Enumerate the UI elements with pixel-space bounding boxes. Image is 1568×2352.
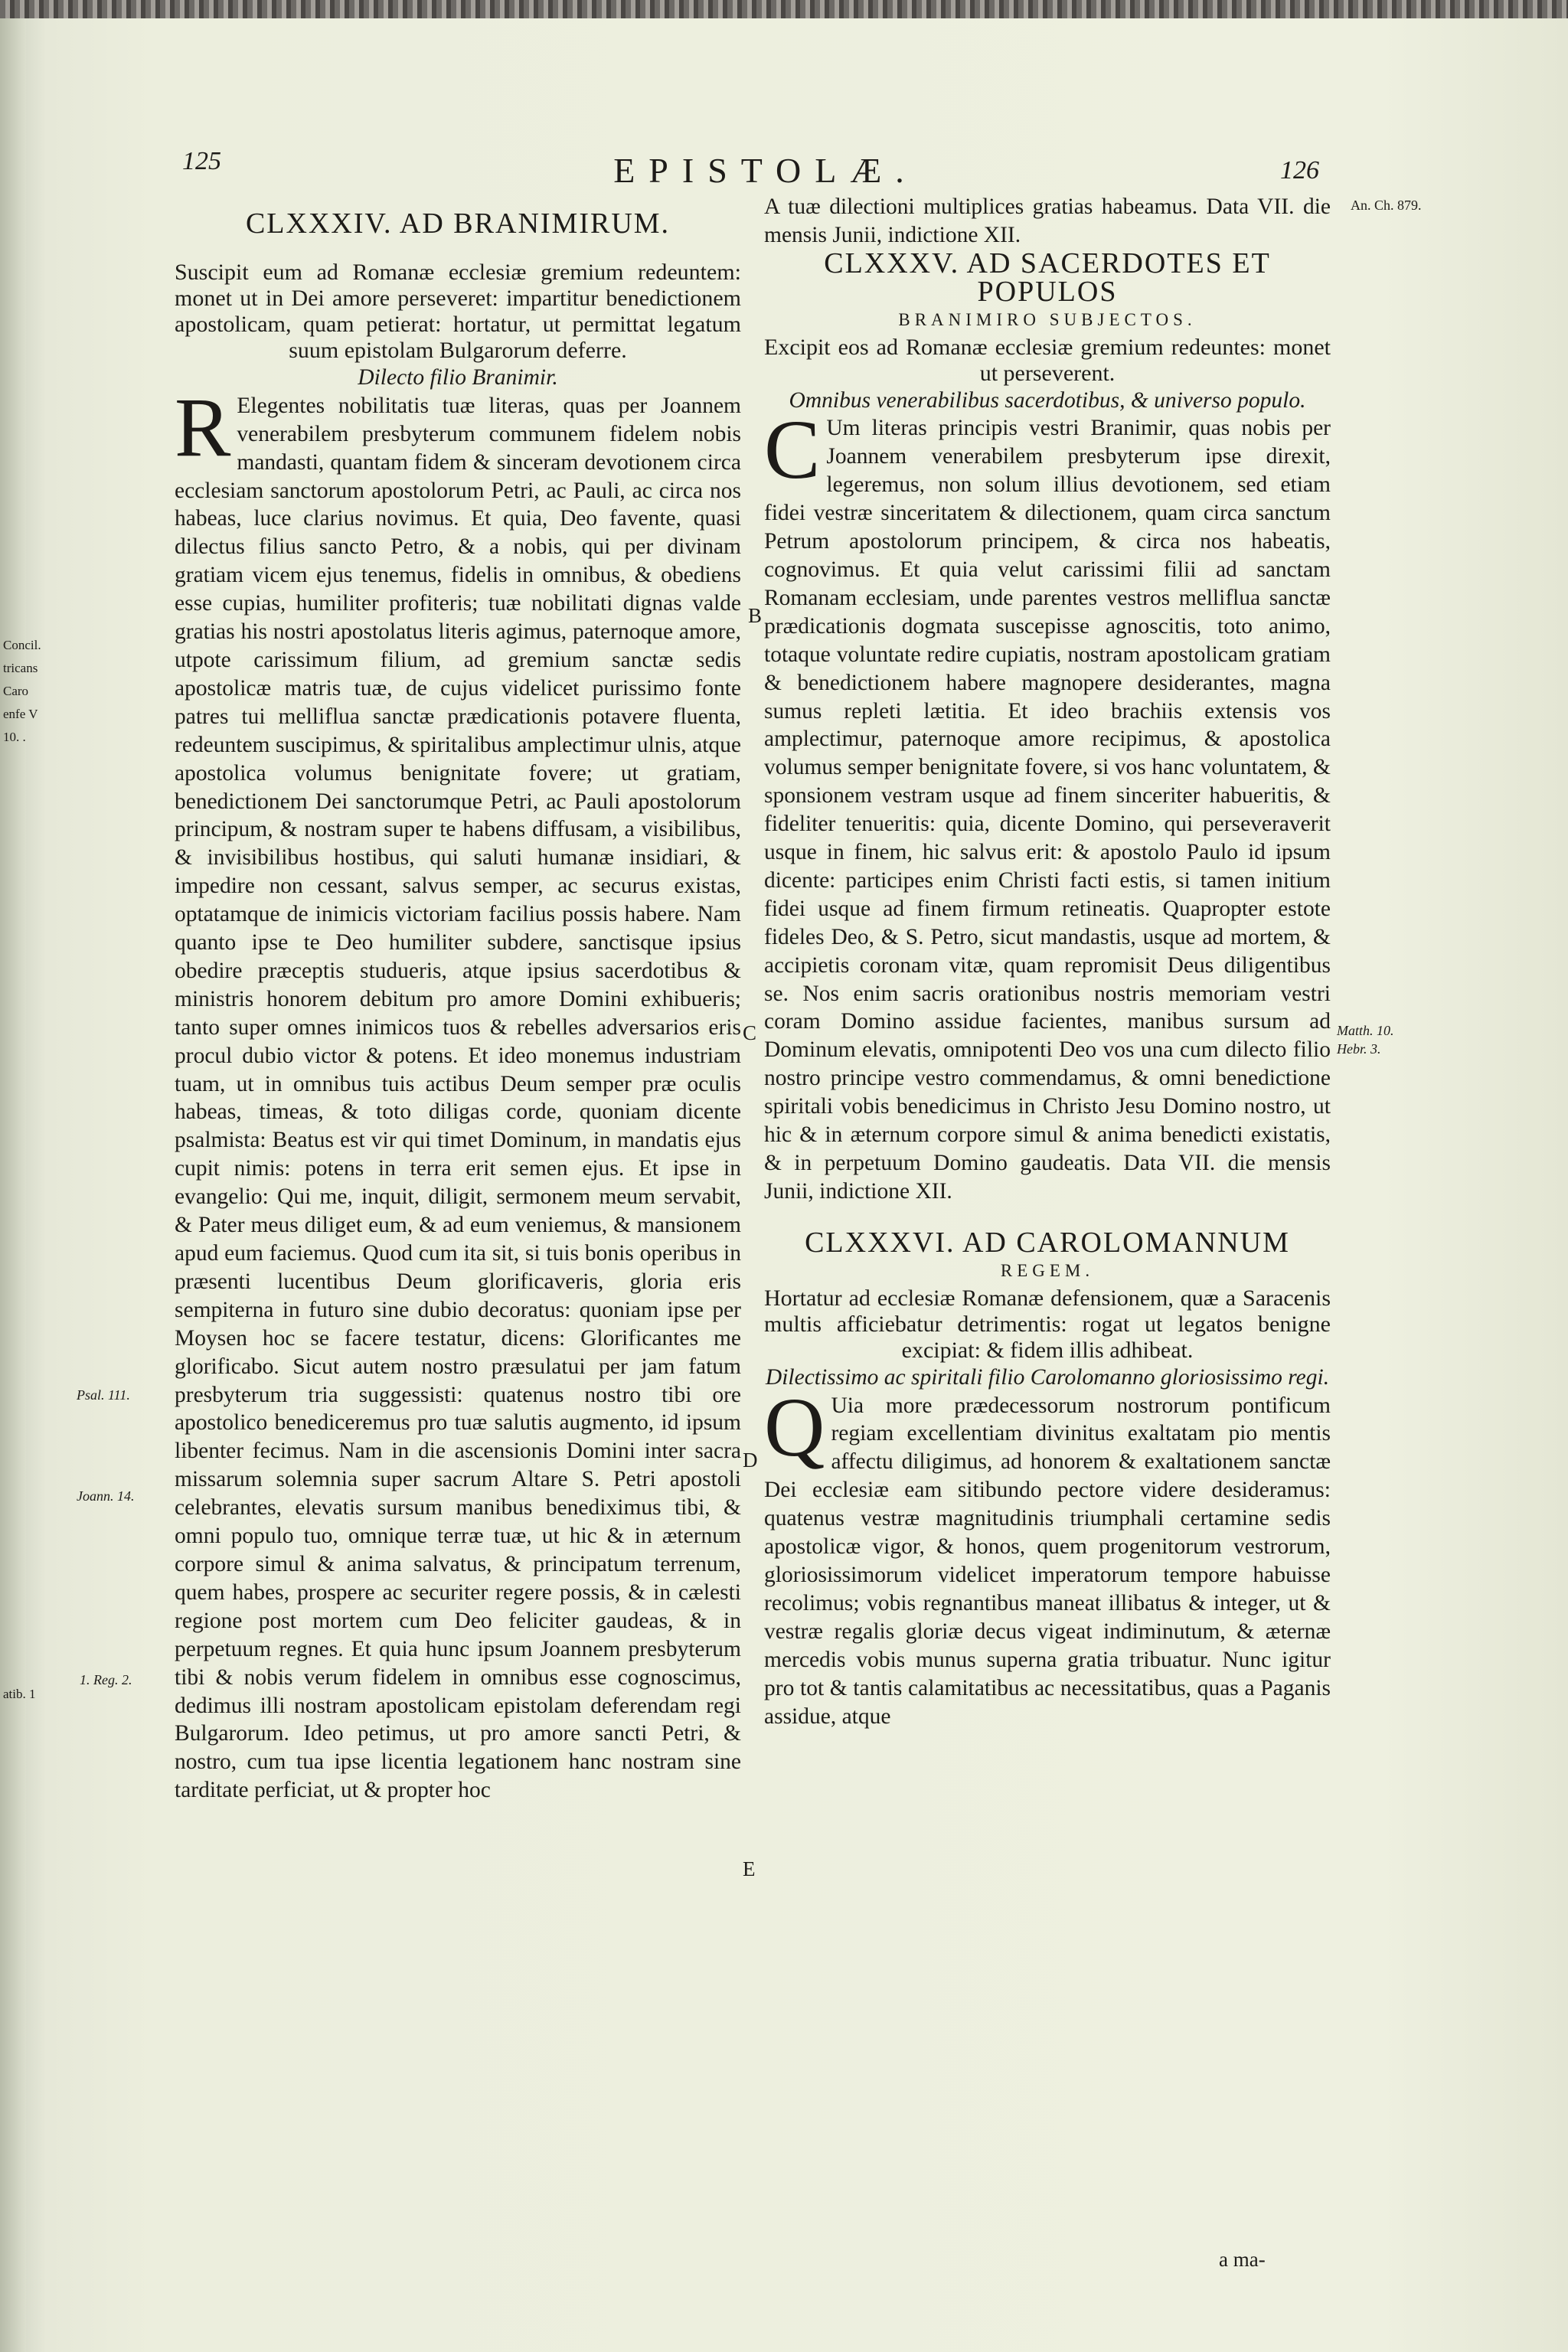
letter-185-salutation: Omnibus venerabilibus sacerdotibus, & universo populo. <box>789 387 1306 413</box>
letter-184-text: Elegentes nobilitatis tuæ literas, quas per Joannem venerabilem presbyterum communem fidelem nobis mandasti, quantam fidem & sinceram devotionem circa ecclesiam sanctorum apostolorum Petri, ac Pauli, ac circa nos habeas, luce clarius novimus. Et quia, Deo favente, quasi dilectus filius sancto Petro, & a nobis, qui per divinam gratiam vicem ejus tenemus, fidelis in omnibus, & obediens esse cupias, humiliter profiteris; tuæ nobilitati dignas valde gratias his nostri apostolatus literis agimus, paternoque amore, utpote carissimum filium, ad gremium sanctæ sedis apostolicæ matris tuæ, de cujus videlicet purissimo fonte patres tui melliflua sanctæ prædicationis potavere fluenta, redeuntem suscipimus, & spiritalibus amplectimur ulnis, atque apostolica volumus benignitate fovere; ut gratiam, benedictionem Dei sanctorumque Petri, ac Pauli apostolorum principum, & nostram super te habens diffusam, a visibilibus, & invisibilibus hostibus, qui saluti humanæ insidiari, & impedire non cessant, salvus semper, ac securus existas, optatamque de inimicis victoriam facilius possis habere. Nam quanto ipse te Deo humiliter subdere, sanctisque ipsius obedire præceptis studueris, atque ipsius sacerdotibus & ministris honorem debitum pro amore Domini exhibueris; tanto super omnes inimicos tuos & rebelles adversarios eris procul dubio victor & potens. Et ideo monemus industriam tuam, ut in omnibus tuis actibus Deum semper præ oculis habeas, timeas, & toto diligas corde, quoniam dicente psalmista: Beatus est vir qui timet Dominum, in mandatis ejus cupit nimis: potens in terra erit semen ejus. Et ipse in evangelio: Qui me, inquit, diligit, sermonem meum servabit, & Pater meus diliget eum, & ad eum veniemus, & mansionem apud eum faciemus. Quod cum ita sit, si tuis bonis operibus in præsenti lucentibus Deum glorificaveris, gloria eris sempiterna in futuro sine dubio decoratus: quoniam ipse per Moysen hoc se facere testatur, dicens: Glorificantes me glorificabo. Sicut autem nostro præsulatui per jam fatum presbyterum tria suggessisti: quatenus nostro tibi ore apostolico benediceremus pro tuæ salutis augmento, id ipsum libenter fecimus. Nam in die ascensionis Domini inter sacra missarum solemnia super sacrum Altare S. Petri apostoli celebrantes, elevatis sursum manibus benediximus tibi, & omni populo tuo, omnique terræ tuæ, ut hic & in æternum corpore simul & anima salvatus, & principatum terrenum, quem habes, prospere ac securiter regere possis, & in cælesti regione post mortem cum Deo feliciter gaudeas, & in perpetuum regnes. Et quia hunc ipsum Joannem presbyterum tibi & nobis verum fidelem in omnibus esse cognoscimus, dedimus illi nostram apostolicam epistolam deferendam regi Bulgarorum. Ideo petimus, ut pro amore sancti Petri, & nostro, cum tua ipse licentia legationem hanc nostram sine tarditate perficiat, ut & propter hoc <box>175 393 741 1803</box>
letter-184-title: CLXXXIV. AD BRANIMIRUM. <box>245 207 671 240</box>
margin-ref-hebr: Hebr. 3. <box>1337 1041 1381 1057</box>
margin-ref-joann: Joann. 14. <box>77 1488 135 1504</box>
margin-ref-year: An. Ch. 879. <box>1351 198 1422 213</box>
letter-184-salutation: Dilecto filio Branimir. <box>358 364 558 390</box>
running-head: EPISTOLÆ. <box>613 151 918 190</box>
letter-185-dropcap: C <box>764 403 821 497</box>
margin-ref-psal: Psal. 111. <box>77 1387 130 1403</box>
letter-185-body <box>764 403 1331 1205</box>
page-header <box>0 18 1568 202</box>
page-number-right: 126 <box>1280 156 1319 185</box>
letter-186-summary: Hortatur ad ecclesiæ Romanæ defensionem, quæ a Saracenis multis afficiebatur detrimentis: rogat ut legatos benigne excipiat: & fidem illis adhibeat. <box>764 1285 1331 1363</box>
gutter-fragment: atib. 1 <box>3 1687 36 1701</box>
letter-186-salutation: Dilectissimo ac spiritali filio Carolomanno gloriosissimo regi. <box>765 1364 1330 1390</box>
gutter-fragment: enfe V <box>3 707 38 721</box>
margin-ref-reg: 1. Reg. 2. <box>80 1672 132 1687</box>
page-number-left: 125 <box>182 147 221 175</box>
letter-185-text: Um literas principis vestri Branimir, quas nobis per Joannem venerabilem presbyterum ipse direxit, legeremus, non solum illius devotionem, sed etiam fidei vestræ sinceritatem & dilectionem, quam circa sanctum Petrum apostolorum principem, & circa nos habeatis, cognovimus. Et quia velut carissimi filii ad sanctam Romanam ecclesiam, unde parentes vestros melliflua sanctæ prædicationis dogmata suscepisse agnoscitis, toto animo, totaque voluntate redire cupiatis, nostram apostolicam gratiam & benedictionem habere magnopere desiderantes, magna sumus repleti lætitia. Et ideo brachiis extensis vos amplectimur, paternoque amore recipimus, & apostolica volumus semper benignitate fovere, si vos hanc voluntatem, & sponsionem vestram usque ad finem sinceriter habueritis, & fideliter tenueritis: quia, dicente Domino, qui perseveraverit usque in finem, hic salvus erit: & apostolo Paulo id ipsum dicente: participes enim Christi facti estis, si tamen initium fidei usque ad finem firmum retineatis. Quapropter estote fideles Deo, & S. Petro, sicut mandastis, usque ad mortem, & accipietis coronam vitæ, quam repromisit Deus diligentibus se. Nos enim sacris orationibus nostris memoriam vestri coram Domino assidue facientes, manibus sursum ad Dominum elevatis, omnipotenti Deo vos una cum dilecto filio nostro principe vestro commendamus, & omni benedictione spiritali vobis benedicimus in Christo Jesu Domino nostro, ut hic & in æternum corpore simul & anima benedicti existatis, & in perpetuum Domino gaudeatis. Data VII. die mensis Junii, indictione XII. <box>764 416 1331 1204</box>
gutter-fragment: Caro <box>3 684 29 698</box>
section-mark-c: C <box>743 1021 757 1044</box>
gutter-notes <box>3 18 46 2352</box>
book-page <box>0 18 1568 2352</box>
letter-184-continuation: A tuæ dilectioni multiplices gratias habeamus. Data VII. die mensis Junii, indictione XII. <box>764 194 1331 247</box>
gutter-fragment: 10. . <box>3 730 26 744</box>
letter-186-body <box>764 1380 1331 1731</box>
letter-186-subtitle: REGEM. <box>1000 1260 1095 1280</box>
letter-185-summary: Excipit eos ad Romanæ ecclesiæ gremium redeuntes: monet ut perseverent. <box>764 334 1331 386</box>
letter-185-subtitle: BRANIMIRO SUBJECTOS. <box>898 309 1197 329</box>
book-edge <box>0 0 1568 18</box>
letter-184-body <box>175 380 741 1805</box>
catchword: a ma- <box>1219 2248 1266 2271</box>
right-column <box>764 193 1331 1730</box>
section-mark-e: E <box>743 1857 756 1880</box>
section-mark-d: D <box>743 1449 758 1472</box>
gutter-fragment: Concil. <box>3 638 41 652</box>
letter-184-dropcap: R <box>175 380 231 474</box>
letter-185-title: CLXXXV. AD SACERDOTES ET POPULOS <box>824 247 1271 308</box>
section-mark-b: B <box>748 604 763 627</box>
margin-ref-matth: Matth. 10. <box>1337 1023 1394 1038</box>
left-column <box>175 207 741 1805</box>
letter-184-summary: Suscipit eum ad Romanæ ecclesiæ gremium redeuntem: monet ut in Dei amore perseveret: impartitur benedictionem apostolicam, quam petierat: hortatur, ut permittat legatum suum epistolam Bulgarorum deferre. <box>175 259 741 363</box>
letter-186-dropcap: Q <box>764 1380 825 1474</box>
gutter-fragment: tricans <box>3 661 38 675</box>
letter-186-text: Uia more prædecessorum nostrorum pontificum regiam excellentiam divinitus exaltatam pio mentis affectu diligimus, ad honorem & exaltationem sanctæ Dei ecclesiæ eam sitibundo pectore videre desideramus: quatenus vestræ magnitudinis triumphali certamine sedis apostolicæ vigor, & honos, quem progenitorum vestrorum, gloriosissimorum videlicet imperatorum tempore habuisse recolimus; vobis regnantibus maneat illibatus & integer, ut & vestræ regalis gloriæ decus vigeat indiminutum, & æternæ mercedis vobis munus superna gratia tribuatur. Nunc igitur pro tot & tantis calamitatibus ac necessitatibus, quas a Paganis assidue, atque <box>764 1393 1331 1729</box>
letter-186-title: CLXXXVI. AD CAROLOMANNUM <box>805 1226 1290 1259</box>
